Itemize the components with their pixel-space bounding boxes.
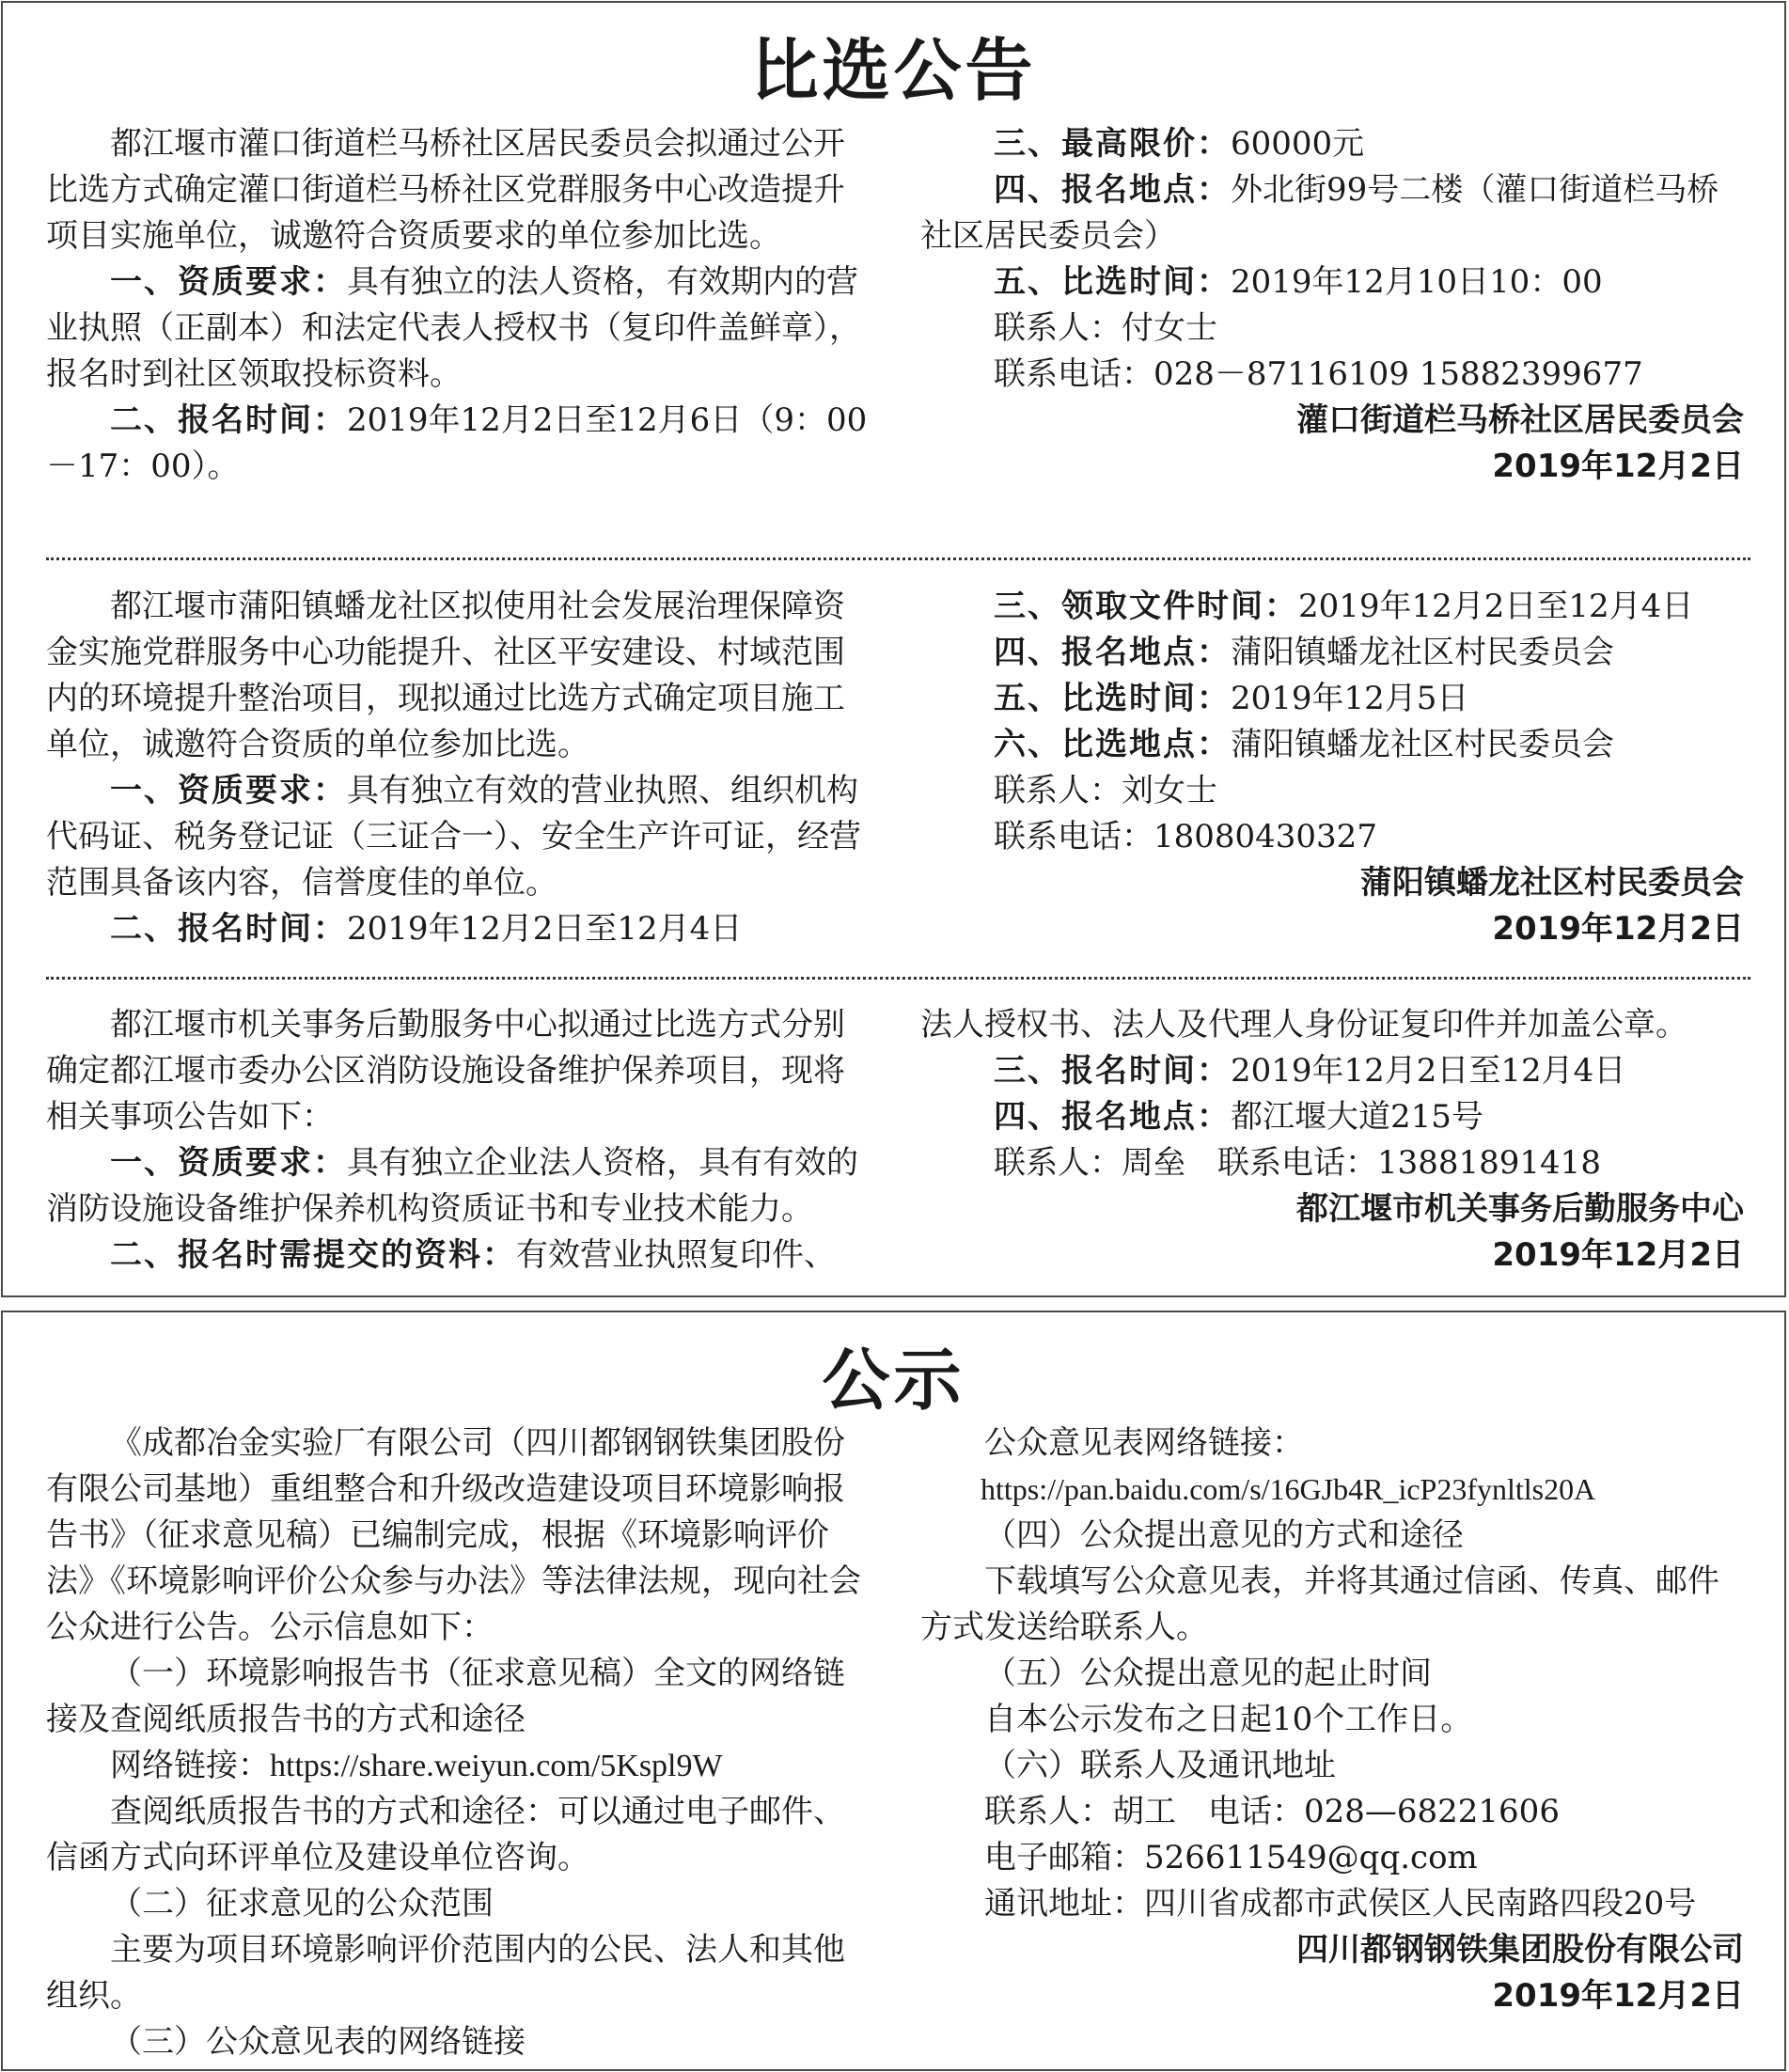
contact-line: 联系人：周垒 联系电话：13881891418 — [994, 1144, 1601, 1182]
issue-date: 2019年12月2日 — [1492, 910, 1744, 948]
section-right-column — [920, 121, 1744, 490]
item-5-heading: （五）公众提出意见的起止时间 — [984, 1655, 1432, 1692]
selection-time-heading: 五、比选时间： — [994, 263, 1231, 301]
materials-text: 有效营业执照复印件、 — [516, 1236, 836, 1274]
dotted-divider — [46, 977, 1750, 980]
selection-place-text: 蒲阳镇蟠龙社区村民委员会 — [1231, 726, 1614, 763]
intro-paragraph: 都江堰市灌口街道栏马桥社区居民委员会拟通过公开比选方式确定灌口街道栏马桥社区党群服务中心改造提升项目实施单位，诚邀符合资质要求的单位参加比选。 — [46, 125, 845, 255]
issue-date: 2019年12月2日 — [1492, 1236, 1744, 1274]
registration-time-heading: 三、报名时间： — [994, 1052, 1231, 1090]
document-time-heading: 三、领取文件时间： — [994, 588, 1298, 625]
intro-paragraph: 都江堰市蒲阳镇蟠龙社区拟使用社会发展治理保障资金实施党群服务中心功能提升、社区平安建设、村域范围内的环境提升整治项目，现拟通过比选方式确定项目施工单位，诚邀符合资质的单位参加比选。 — [46, 588, 845, 763]
paper-report-method: 查阅纸质报告书的方式和途径：可以通过电子邮件、信函方式向环评单位及建设单位咨询。 — [46, 1793, 845, 1876]
document-time-text: 2019年12月2日至12月4日 — [1298, 588, 1694, 625]
report-link[interactable]: 网络链接：https://share.weiyun.com/5Kspl9W — [110, 1749, 723, 1783]
contact-person: 联系人：付女士 — [994, 309, 1217, 347]
item-4-heading: （四）公众提出意见的方式和途径 — [984, 1516, 1464, 1554]
contact-phone: 联系电话：028－87116109 15882399677 — [994, 355, 1643, 393]
qualification-paragraph — [46, 1140, 870, 1232]
notice-box-bidding — [1, 1, 1786, 1297]
dotted-divider — [46, 557, 1750, 560]
section-left-column — [46, 1421, 870, 2065]
materials-heading: 二、报名时需提交的资料： — [110, 1236, 516, 1274]
selection-time-heading: 五、比选时间： — [994, 680, 1231, 717]
qualification-text: 具有独立的法人资格，有效期内的营业执照（正副本）和法定代表人授权书（复印件盖鲜章），报名时到社区领取投标资料。 — [46, 263, 861, 393]
notice-title: 公示 — [822, 1340, 965, 1420]
section-left-column — [46, 121, 870, 490]
selection-place-heading: 六、比选地点： — [994, 726, 1231, 763]
section-left-column — [46, 1002, 870, 1279]
contact-person: 联系人：刘女士 — [994, 772, 1217, 809]
price-limit-line — [920, 121, 1744, 167]
issuer-name: 都江堰市机关事务后勤服务中心 — [1296, 1190, 1744, 1228]
selection-time-line — [920, 259, 1744, 306]
registration-time-text: 2019年12月2日至12月4日 — [1231, 1052, 1626, 1090]
intro-paragraph: 都江堰市机关事务后勤服务中心拟通过比选方式分别确定都江堰市委办公区消防设施设备维护保养项目，现将相关事项公告如下： — [46, 1006, 845, 1136]
section-left-column — [46, 584, 870, 952]
section-right-column — [920, 1421, 1744, 2019]
qualification-paragraph — [46, 259, 870, 398]
submission-method: 下载填写公众意见表，并将其通过信函、传真、邮件方式发送给联系人。 — [920, 1562, 1719, 1646]
registration-text: 2019年12月2日至12月6日（9：00－17：00）。 — [46, 401, 868, 485]
selection-time-line — [920, 676, 1744, 722]
location-heading: 四、报名地点： — [994, 634, 1231, 671]
registration-text: 2019年12月2日至12月4日 — [347, 910, 743, 948]
qualification-heading: 一、资质要求： — [110, 1144, 347, 1182]
qualification-text: 具有独立企业法人资格，具有有效的消防设施设备维护保养机构资质证书和专业技术能力。 — [46, 1144, 858, 1228]
contact-address: 通讯地址：四川省成都市武侯区人民南路四段20号 — [984, 1885, 1697, 1923]
contact-phone: 联系电话：18080430327 — [994, 818, 1377, 855]
location-line — [920, 167, 1744, 259]
location-text: 都江堰大道215号 — [1231, 1098, 1483, 1136]
materials-paragraph — [46, 1232, 870, 1279]
materials-continued: 法人授权书、法人及代理人身份证复印件并加盖公章。 — [920, 1006, 1687, 1044]
registration-time-line — [920, 1048, 1744, 1094]
item-2-heading: （二）征求意见的公众范围 — [110, 1885, 494, 1923]
contact-email[interactable]: 电子邮箱：526611549@qq.com — [984, 1839, 1478, 1876]
intro-paragraph: 《成都冶金实验厂有限公司（四川都钢钢铁集团股份有限公司基地）重组整合和升级改造建设项目环境影响报告书》（征求意见稿）已编制完成，根据《环境影响评价法》《环境影响评价公众参与办法》等法律法规，现向社会公众进行公告。公示信息如下： — [46, 1424, 861, 1646]
form-link[interactable]: https://pan.baidu.com/s/16GJb4R_icP23fynltls20A — [981, 1472, 1596, 1506]
selection-time-text: 2019年12月10日10：00 — [1231, 263, 1603, 301]
location-heading: 四、报名地点： — [994, 1098, 1231, 1136]
notice-box-public-announcement — [1, 1311, 1786, 2071]
selection-time-text: 2019年12月5日 — [1231, 680, 1469, 717]
document-time-line — [920, 584, 1744, 630]
item-1-heading: （一）环境影响报告书（征求意见稿）全文的网络链接及查阅纸质报告书的方式和途径 — [46, 1655, 845, 1738]
registration-paragraph — [46, 906, 870, 952]
issuer-name: 灌口街道栏马桥社区居民委员会 — [1296, 401, 1744, 439]
registration-paragraph — [46, 398, 870, 490]
item-3-heading: （三）公众意见表的网络链接 — [110, 2023, 526, 2061]
qualification-text: 具有独立有效的营业执照、组织机构代码证、税务登记证（三证合一）、安全生产许可证，经营范围具备该内容，信誉度佳的单位。 — [46, 772, 861, 902]
location-heading: 四、报名地点： — [994, 171, 1231, 209]
registration-heading: 二、报名时间： — [110, 910, 347, 948]
price-limit-heading: 三、最高限价： — [994, 125, 1231, 163]
comment-period: 自本公示发布之日起10个工作日。 — [984, 1701, 1473, 1738]
location-text: 外北街99号二楼（灌口街道栏马桥社区居民委员会） — [920, 171, 1719, 255]
issuer-name: 四川都钢钢铁集团股份有限公司 — [1296, 1931, 1744, 1969]
price-limit-text: 60000元 — [1231, 125, 1365, 163]
form-link-label: 公众意见表网络链接： — [984, 1424, 1304, 1462]
item-6-heading: （六）联系人及通讯地址 — [984, 1747, 1336, 1784]
section-right-column — [920, 584, 1744, 952]
selection-place-line — [920, 722, 1744, 768]
qualification-heading: 一、资质要求： — [110, 263, 347, 301]
location-text: 蒲阳镇蟠龙社区村民委员会 — [1231, 634, 1614, 671]
issue-date: 2019年12月2日 — [1492, 447, 1744, 485]
registration-heading: 二、报名时间： — [110, 401, 347, 439]
contact-line: 联系人：胡工 电话：028—68221606 — [984, 1793, 1560, 1830]
qualification-heading: 一、资质要求： — [110, 772, 347, 809]
notice-title: 比选公告 — [750, 30, 1037, 110]
issuer-name: 蒲阳镇蟠龙社区村民委员会 — [1360, 864, 1744, 902]
public-scope: 主要为项目环境影响评价范围内的公民、法人和其他组织。 — [46, 1931, 845, 2015]
location-line — [920, 1094, 1744, 1140]
section-right-column — [920, 1002, 1744, 1279]
qualification-paragraph — [46, 768, 870, 906]
issue-date: 2019年12月2日 — [1492, 1977, 1744, 2015]
location-line — [920, 630, 1744, 676]
